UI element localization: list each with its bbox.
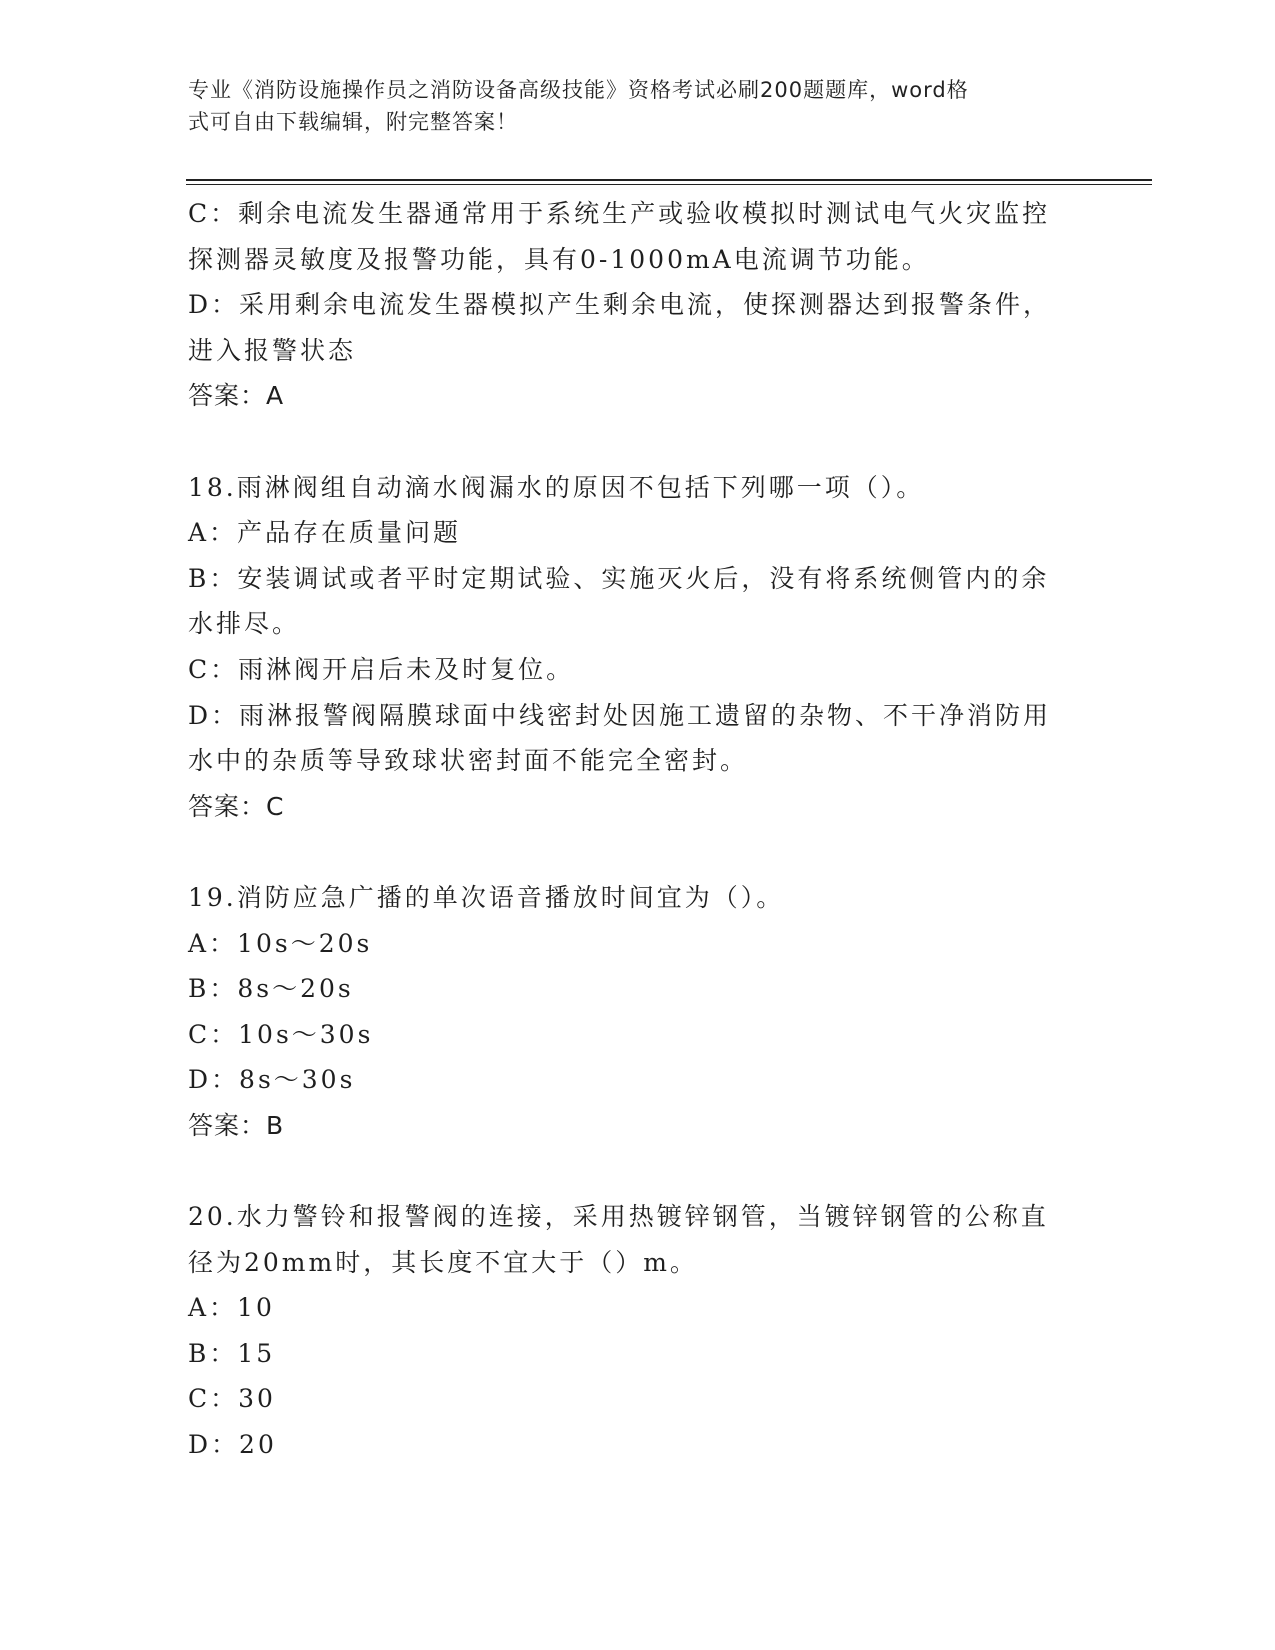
question-18-block xyxy=(188,465,1088,830)
question-20-text-line-2: 径为20mm时，其长度不宜大于（）m。 xyxy=(188,1247,698,1277)
option-a: A：10s～20s xyxy=(188,928,373,958)
document-header xyxy=(188,74,1068,138)
option-a: A：10 xyxy=(188,1293,275,1323)
question-19-text: 19.消防应急广播的单次语音播放时间宜为（）。 xyxy=(188,882,785,912)
option-c: C：10s～30s xyxy=(188,1019,374,1049)
question-19-block xyxy=(188,875,1088,1149)
header-line-1: 专业《消防设施操作员之消防设备高级技能》资格考试必刷200题题库，word格 xyxy=(188,78,969,102)
option-b: B：15 xyxy=(188,1338,276,1368)
spacer xyxy=(188,1148,1088,1194)
answer-19: 答案：B xyxy=(188,1110,285,1140)
option-c-line-2: 探测器灵敏度及报警功能，具有0-1000mA电流调节功能。 xyxy=(188,244,930,274)
header-rule-top xyxy=(186,179,1152,181)
header-line-2: 式可自由下载编辑，附完整答案！ xyxy=(188,110,518,134)
option-d: D：20 xyxy=(188,1430,277,1460)
answer-17: 答案：A xyxy=(188,381,285,411)
option-d-line-1: D：采用剩余电流发生器模拟产生剩余电流，使探测器达到报警条件， xyxy=(188,290,1052,320)
option-c: C：30 xyxy=(188,1384,276,1414)
option-d-line-2: 水中的杂质等导致球状密封面不能完全密封。 xyxy=(188,746,749,776)
question-18-text: 18.雨淋阀组自动滴水阀漏水的原因不包括下列哪一项（）。 xyxy=(188,472,925,502)
question-20-block xyxy=(188,1194,1088,1468)
option-b-line-2: 水排尽。 xyxy=(188,609,301,639)
option-a: A：产品存在质量问题 xyxy=(188,518,462,548)
option-b: B：8s～20s xyxy=(188,974,354,1004)
question-20-text-line-1: 20.水力警铃和报警阀的连接，采用热镀锌钢管，当镀锌钢管的公称直 xyxy=(188,1202,1049,1232)
answer-18: 答案：C xyxy=(188,791,285,821)
spacer xyxy=(188,419,1088,465)
spacer xyxy=(188,829,1088,875)
option-c: C：雨淋阀开启后未及时复位。 xyxy=(188,654,575,684)
header-rule-bottom xyxy=(186,184,1152,185)
option-c-line-1: C：剩余电流发生器通常用于系统生产或验收模拟时测试电气火灾监控 xyxy=(188,199,1051,228)
option-d-line-2: 进入报警状态 xyxy=(188,335,357,365)
question-content xyxy=(188,191,1088,1468)
option-b-line-1: B：安装调试或者平时定期试验、实施灭火后，没有将系统侧管内的余 xyxy=(188,563,1050,593)
option-d-line-1: D：雨淋报警阀隔膜球面中线密封处因施工遗留的杂物、不干净消防用 xyxy=(188,700,1052,730)
question-17-block xyxy=(188,191,1088,419)
option-d: D：8s～30s xyxy=(188,1065,356,1095)
